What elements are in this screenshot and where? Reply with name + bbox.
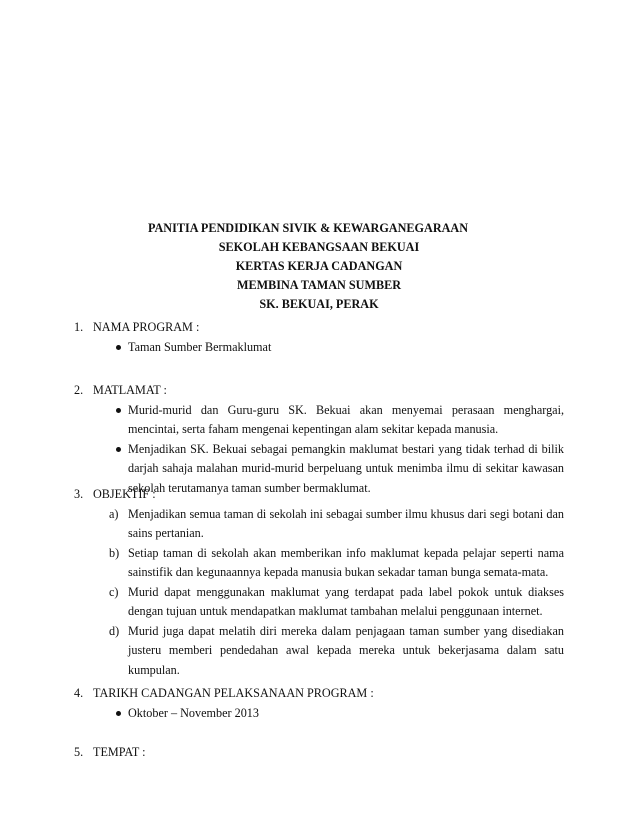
section-title: OBJEKTIF : bbox=[93, 487, 156, 501]
header-line-school: SEKOLAH KEBANGSAAN BEKUAI bbox=[218, 240, 420, 254]
lettered-list bbox=[74, 505, 564, 681]
section-objective-goal bbox=[74, 381, 564, 498]
section-objectives bbox=[74, 485, 564, 680]
item-text: Menjadikan semua taman di sekolah ini sebagai sumber ilmu khusus dari segi botani dan sains pertanian. bbox=[128, 506, 564, 540]
section-heading bbox=[74, 485, 564, 505]
bullet-item bbox=[74, 338, 564, 358]
lettered-item bbox=[74, 622, 564, 681]
bullet-list bbox=[74, 338, 564, 358]
section-number: 5. bbox=[74, 745, 84, 759]
section-number: 4. bbox=[74, 686, 84, 700]
item-letter: a) bbox=[109, 506, 119, 521]
bullet-text: Taman Sumber Bermaklumat bbox=[128, 339, 272, 354]
section-number: 3. bbox=[74, 487, 84, 501]
section-heading bbox=[74, 381, 564, 401]
section-heading bbox=[74, 743, 564, 763]
lettered-item bbox=[74, 583, 564, 622]
bullet-text: Murid-murid dan Guru-guru SK. Bekuai akan menyemai perasaan menghargai, mencintai, serta faham mengenai kepentingan alam sekitar kepada manusia. bbox=[128, 402, 564, 436]
lettered-item bbox=[74, 505, 564, 544]
bullet-icon bbox=[116, 345, 121, 350]
item-text: Setiap taman di sekolah akan memberikan info maklumat kepada pelajar seperti nama sainstifik dan kegunaannya kepada manusia bukan sekadar taman bunga semata-mata. bbox=[128, 545, 564, 579]
section-title: TARIKH CADANGAN PELAKSANAAN PROGRAM : bbox=[93, 686, 374, 700]
section-venue bbox=[74, 743, 564, 763]
section-title: TEMPAT : bbox=[93, 745, 146, 759]
bullet-item bbox=[74, 704, 564, 724]
item-letter: d) bbox=[109, 623, 120, 638]
bullet-icon bbox=[116, 408, 121, 413]
bullet-icon bbox=[116, 711, 121, 716]
section-implementation-date bbox=[74, 684, 564, 723]
document-header bbox=[0, 219, 638, 314]
bullet-text: Menjadikan SK. Bekuai sebagai pemangkin maklumat bestari yang tidak terhad di bilik darjah sahaja malahan murid-murid berpeluang untuk menimba ilmu di sekitar kawasan sekolah terutamanya taman sumber bermaklumat. bbox=[128, 441, 564, 495]
header-line-committee: PANITIA PENDIDIKAN SIVIK & KEWARGANEGARAAN bbox=[147, 221, 469, 235]
section-title: NAMA PROGRAM : bbox=[93, 320, 200, 334]
header-line-location: SK. BEKUAI, PERAK bbox=[259, 297, 379, 311]
header-line-project: MEMBINA TAMAN SUMBER bbox=[236, 278, 402, 292]
lettered-item bbox=[74, 544, 564, 583]
bullet-icon bbox=[116, 447, 121, 452]
section-number: 1. bbox=[74, 320, 84, 334]
section-program-name bbox=[74, 318, 564, 357]
item-text: Murid dapat menggunakan maklumat yang terdapat pada label pokok untuk diakses dengan tujuan untuk mendapatkan maklumat tambahan melalui penggunaan internet. bbox=[128, 584, 564, 618]
item-letter: c) bbox=[109, 584, 119, 599]
bullet-list bbox=[74, 401, 564, 499]
item-text: Murid juga dapat melatih diri mereka dalam penjagaan taman sumber yang disediakan justeru memberi pendedahan awal kepada mereka untuk bekerjasama dalam satu kumpulan. bbox=[128, 623, 564, 677]
section-number: 2. bbox=[74, 383, 84, 397]
item-letter: b) bbox=[109, 545, 120, 560]
section-heading bbox=[74, 684, 564, 704]
section-title: MATLAMAT : bbox=[93, 383, 167, 397]
bullet-list bbox=[74, 704, 564, 724]
bullet-item bbox=[74, 401, 564, 440]
section-heading bbox=[74, 318, 564, 338]
header-line-paper-type: KERTAS KERJA CADANGAN bbox=[235, 259, 403, 273]
bullet-text: Oktober – November 2013 bbox=[128, 705, 259, 720]
